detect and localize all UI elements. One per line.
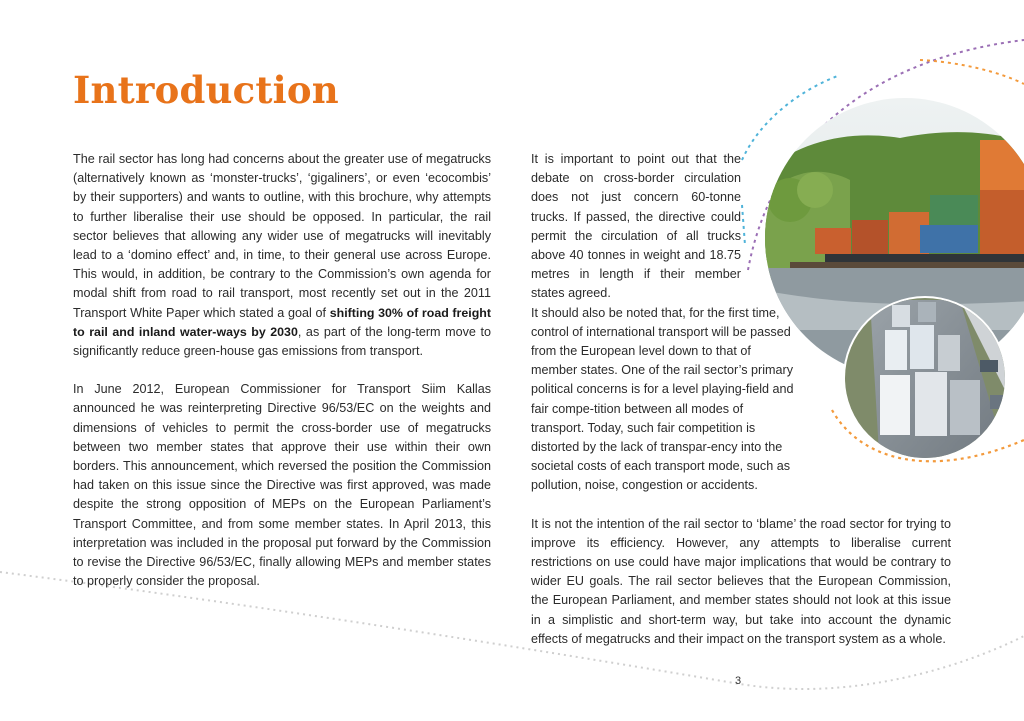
right-paragraph-2: It is not the intention of the rail sector to ‘blame’ the road sector for trying to improve its efficiency. However, any attempts to liberalise current restrictions on use could have major implications that would be contrary to wider EU goals. The rail sector believes that the European Commission, the European Parliament, and member states should not look at this issue in a simplistic and short-term way, but take into account the dynamic effects of megatrucks and their impact on the transport system as a whole. [531, 516, 951, 646]
highlighted-goal: shifting 30% of road freight to rail and inland water-ways by 2030 [73, 305, 491, 339]
left-column [73, 150, 491, 610]
orange-dotted-arc-2 [920, 60, 1024, 84]
left-paragraph-1-text: The rail sector has long had concerns about the greater use of megatrucks (alternatively known as ‘monster-trucks’, ‘gigaliners’, or even ‘ecocombis’ by their supporters) and wants to outline, with this brochure, why attempts to further liberalise their use should be opposed. In particular, the rail sector believes that allowing any wider use of megatrucks will inevitably lead to a ‘domino effect’ and, in time, to their general use across Europe. This would, in addition, be contrary to the Commission’s own agenda for modal shift from road to rail transport, most recently set out in the 2011 Transport White Paper which stated a goal of [73, 152, 491, 320]
left-paragraph-1-end: , as part of the long-term move to significantly reduce green-house gas emissions from transport. [73, 324, 491, 359]
right-column [531, 150, 951, 668]
left-paragraph-1 [73, 150, 491, 361]
right-paragraph-1 [531, 150, 951, 496]
left-paragraph-2: In June 2012, European Commissioner for Transport Siim Kallas announced he was reinterpreting Directive 96/53/EC on the weights and dimensions of vehicles to permit the cross-border use of megatrucks between two member states that approve their use within their own borders. This announcement, which reversed the position the Commission had taken on this issue since the Directive was first approved, was made despite the strong opposition of MEPs on the European Parliament’s Transport Committee, and from some member states. In April 2013, this interpretation was included in the proposal put forward by the Commission to revise the Directive 96/53/EC, finally allowing MEPs and member states to properly consider the proposal. [73, 382, 491, 589]
page-number: 3 [735, 675, 742, 687]
right-paragraph-1-narrow: It is important to point out that the debate on cross-border circulation does not just concern 60-tonne trucks. If passed, the directive could permit the circulation of all trucks above 40 tonnes in weight and 18.75 metres in length if their member states agreed. [531, 152, 741, 301]
page-title: Introduction [73, 68, 339, 112]
right-paragraph-1-mid: It should also be noted that, for the first time, control of international transport will be passed from the European level down to that of member states. One of the rail sector’s primary political concerns is for a level playing-field and fair compe-tition between all modes of transport. Today, such fair competition is distorted by the lack of transpar-ency into the societal costs of each transport mode, such as pollution, noise, congestion or accidents. [531, 305, 794, 493]
